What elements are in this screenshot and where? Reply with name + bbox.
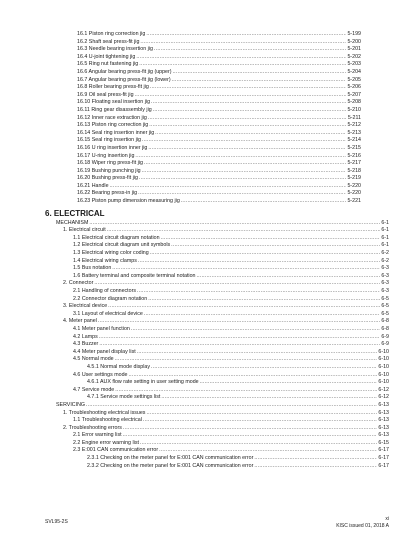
toc-entry-page: 6-13 [378, 432, 389, 439]
toc-entry[interactable] [77, 115, 361, 123]
toc-entry-page: 6-15 [378, 439, 389, 446]
toc-entry-title: 1.3 Electrical wiring color coding [73, 250, 149, 257]
footer-issue: KISC issued 01, 2018 A [336, 522, 389, 529]
toc-entry-title: 3.1 Layout of electrical device [73, 310, 143, 317]
toc-leader-dots [98, 318, 380, 326]
toc-entry-title: 2.3.2 Checking on the meter panel for E:001 CAN communication error [87, 462, 254, 469]
toc-entry-title: 2.3.1 Checking on the meter panel for E:001 CAN communication error [87, 455, 254, 462]
toc-leader-dots [107, 227, 381, 235]
toc-entry[interactable] [56, 220, 389, 228]
toc-entry-title: SERVICING [56, 401, 86, 408]
toc-entry-page: 5-217 [347, 160, 361, 167]
toc-leader-dots [137, 288, 380, 296]
toc-entry[interactable] [73, 356, 389, 364]
toc-leader-dots [142, 168, 347, 176]
toc-leader-dots [254, 455, 377, 463]
toc-entry-page: 6-13 [378, 401, 389, 408]
toc-entry-page: 6-12 [378, 386, 389, 393]
toc-entry[interactable] [77, 69, 361, 77]
toc-entry[interactable] [73, 334, 389, 342]
toc-entry-page: 6-1 [381, 234, 389, 241]
toc-entry-title: 2.3 E:001 CAN communication error [73, 447, 159, 454]
toc-entry-page: 6-5 [381, 295, 389, 302]
toc-leader-dots [99, 341, 380, 349]
toc-entry-title: 16.15 Seal ring insertion jig [77, 137, 141, 144]
toc-leader-dots [112, 265, 380, 273]
toc-entry[interactable] [77, 84, 361, 92]
toc-entry[interactable] [87, 455, 389, 463]
toc-entry-page: 5-219 [347, 175, 361, 182]
toc-entry-title: 4.5.1 Normal mode display [87, 363, 151, 370]
toc-entry[interactable] [56, 402, 389, 410]
toc-entry[interactable] [77, 160, 361, 168]
toc-leader-dots [254, 463, 377, 471]
toc-leader-dots [139, 175, 346, 183]
toc-entry[interactable] [77, 175, 361, 183]
toc-entry-title: 2.2 Engine error warning list [73, 439, 139, 446]
toc-entry-page: 6-12 [378, 394, 389, 401]
toc-leader-dots [140, 440, 377, 448]
toc-entry-page: 5-220 [347, 190, 361, 197]
toc-leader-dots [143, 417, 377, 425]
toc-entry-page: 6-1 [381, 242, 389, 249]
toc-leader-dots [150, 84, 347, 92]
toc-entry[interactable] [73, 258, 389, 266]
toc-entry-title: 16.22 Bearing press-in jig [77, 190, 138, 197]
toc-entry-page: 6-13 [378, 409, 389, 416]
toc-leader-dots [196, 273, 380, 281]
toc-leader-dots [108, 303, 380, 311]
toc-entry-page: 6-3 [381, 272, 389, 279]
toc-entry[interactable] [73, 296, 389, 304]
toc-entry-page: 5-199 [347, 31, 361, 37]
toc-entry-title: 1. Electrical circuit [63, 227, 106, 234]
toc-entry-title: 16.3 Needle bearing insertion jig [77, 46, 153, 53]
toc-entry-page: 5-202 [347, 53, 361, 60]
toc-entry-page: 6-10 [378, 371, 389, 378]
toc-entry-title: 16.14 Seal ring insertion inner jig [77, 129, 155, 136]
toc-leader-dots [149, 122, 346, 130]
toc-entry-page: 5-216 [347, 152, 361, 159]
toc-entry-page: 5-214 [347, 137, 361, 144]
toc-entry-page: 6-9 [381, 341, 389, 348]
toc-entry-page: 6-10 [378, 363, 389, 370]
toc-entry[interactable] [77, 77, 361, 85]
toc-entry[interactable] [73, 235, 389, 243]
toc-leader-dots [148, 145, 346, 153]
toc-leader-dots [154, 46, 346, 54]
toc-entry[interactable] [73, 273, 389, 281]
toc-entry-page: 5-206 [347, 84, 361, 91]
toc-entry[interactable] [87, 394, 389, 402]
toc-leader-dots [142, 137, 347, 145]
footer-right [336, 516, 389, 529]
toc-leader-dots [136, 54, 346, 62]
toc-entry[interactable] [73, 326, 389, 334]
toc-entry[interactable] [77, 39, 361, 47]
toc-entry[interactable] [73, 341, 389, 349]
toc-leader-dots [138, 190, 346, 198]
toc-leader-dots [173, 69, 347, 77]
toc-leader-dots [146, 410, 377, 418]
toc-leader-dots [171, 242, 380, 250]
toc-leader-dots [139, 61, 346, 69]
toc-leader-dots [181, 198, 347, 206]
toc-entry-title: 16.8 Roller bearing press-fit jig [77, 84, 149, 91]
toc-entry[interactable] [73, 242, 389, 250]
toc-leader-dots [94, 280, 380, 288]
toc-entry-title: 16.11 Ring gear disassembly jig [77, 106, 152, 113]
toc-leader-dots [110, 183, 347, 191]
toc-entry-page: 5-211 [347, 114, 361, 121]
toc-leader-dots [89, 220, 380, 228]
toc-entry-page: 5-221 [347, 198, 361, 205]
footer-model: SVL95-2S [45, 519, 68, 525]
toc-entry[interactable] [77, 183, 361, 191]
toc-entry-title: MECHANISM [56, 219, 89, 226]
toc-entry[interactable] [63, 425, 389, 433]
toc-entry-title: 16.18 Wiper ring press-fit jig [77, 160, 143, 167]
toc-entry[interactable] [73, 311, 389, 319]
toc-leader-dots [128, 372, 377, 380]
toc-entry[interactable] [77, 130, 361, 138]
toc-entry-title: 4.6 User settings mode [73, 371, 128, 378]
toc-entry-page: 6-2 [381, 250, 389, 257]
footer-page-number: xi [385, 516, 389, 522]
toc-entry[interactable] [77, 31, 361, 39]
toc-entry-page: 5-207 [347, 91, 361, 98]
toc-entry[interactable] [77, 122, 361, 130]
toc-entry-page: 5-210 [347, 106, 361, 113]
toc-entry-title: 1.2 Electrical circuit diagram unit symbols [73, 242, 171, 249]
toc-entry-page: 6-2 [381, 257, 389, 264]
toc-entry-page: 5-203 [347, 61, 361, 68]
toc-entry-page: 5-212 [347, 122, 361, 129]
toc-entry-title: 1.4 Electrical wiring clamps [73, 257, 137, 264]
toc-leader-dots [135, 153, 346, 161]
toc-entry-title: 1.1 Troubleshooting electrical [73, 417, 142, 424]
toc-leader-dots [86, 402, 377, 410]
toc-entry[interactable] [77, 145, 361, 153]
toc-entry[interactable] [87, 379, 389, 387]
toc-entry-title: 16.23 Piston pump dimension measuring jig [77, 198, 180, 205]
toc-entry[interactable] [77, 54, 361, 62]
toc-entry[interactable] [87, 463, 389, 471]
toc-entry-page: 6-8 [381, 318, 389, 325]
toc-entry-page: 6-17 [378, 462, 389, 469]
toc-entry-title: 16.12 Inner race extraction jig [77, 114, 147, 121]
toc-entry[interactable] [73, 440, 389, 448]
toc-entry-page: 5-215 [347, 144, 361, 151]
toc-entry-page: 6-1 [381, 227, 389, 234]
toc-entry[interactable] [63, 280, 389, 288]
toc-entry-title: 16.10 Floating seal insertion jig [77, 99, 151, 106]
toc-entry-page: 6-10 [378, 348, 389, 355]
electrical-entries-list [0, 220, 416, 471]
toc-entry-title: 16.21 Handle [77, 182, 109, 189]
toc-leader-dots [135, 92, 347, 100]
toc-entry-page: 5-220 [347, 182, 361, 189]
toc-leader-dots [150, 250, 381, 258]
toc-entry[interactable] [77, 168, 361, 176]
toc-entry-page: 5-205 [347, 76, 361, 83]
toc-entry-title: 16.20 Bushing press-fit jig [77, 175, 138, 182]
toc-entry[interactable] [73, 349, 389, 357]
toc-entry-title: 4.7 Service mode [73, 386, 115, 393]
table-of-contents [0, 31, 416, 470]
toc-entry-title: 16.1 Piston ring correction jig [77, 31, 146, 37]
toc-leader-dots [148, 296, 380, 304]
toc-entry-title: 1. Troubleshooting electrical issues [63, 409, 146, 416]
toc-entry[interactable] [87, 364, 389, 372]
toc-leader-dots [151, 364, 377, 372]
toc-entry-title: 16.6 Angular bearing press-fit jig (upper) [77, 68, 172, 75]
toc-entry-page: 6-13 [378, 417, 389, 424]
jig-entries-list [0, 31, 416, 206]
toc-entry-title: 16.7 Angular bearing press-fit jig (lower) [77, 76, 171, 83]
toc-entry-title: 16.9 Oil seal press-fit jig [77, 91, 134, 98]
toc-entry-title: 2.1 Handling of connectors [73, 288, 137, 294]
toc-entry-page: 5-218 [347, 167, 361, 174]
toc-leader-dots [115, 387, 377, 395]
toc-entry-title: 16.13 Piston ring correction jig [77, 122, 149, 129]
toc-leader-dots [140, 39, 346, 47]
toc-entry-title: 4.6.1 AUX flow rate setting in user setting mode [87, 379, 199, 386]
toc-entry-page: 6-3 [381, 265, 389, 272]
toc-leader-dots [115, 356, 378, 364]
toc-leader-dots [137, 349, 378, 357]
toc-entry[interactable] [73, 265, 389, 273]
toc-entry[interactable] [73, 288, 389, 296]
toc-entry-page: 6-5 [381, 310, 389, 317]
toc-entry[interactable] [77, 190, 361, 198]
toc-entry[interactable] [77, 46, 361, 54]
toc-entry-title: 2. Connector [63, 280, 94, 287]
toc-entry-page: 6-5 [381, 303, 389, 310]
toc-entry[interactable] [63, 410, 389, 418]
toc-entry-page: 6-9 [381, 333, 389, 340]
toc-entry-title: 2.1 Error warning list [73, 432, 122, 439]
toc-entry-title: 16.5 Ring nut fastening jig [77, 61, 139, 68]
toc-entry-title: 16.16 U ring insertion inner jig [77, 144, 148, 151]
toc-entry-page: 6-13 [378, 424, 389, 431]
toc-entry-page: 5-204 [347, 68, 361, 75]
toc-leader-dots [99, 334, 381, 342]
toc-leader-dots [123, 432, 378, 440]
toc-entry[interactable] [73, 432, 389, 440]
toc-entry[interactable] [73, 387, 389, 395]
toc-leader-dots [153, 107, 347, 115]
toc-leader-dots [159, 447, 377, 455]
toc-entry[interactable] [73, 417, 389, 425]
toc-entry-title: 1.6 Battery terminal and composite terminal notation [73, 272, 196, 279]
toc-entry-title: 4.5 Normal mode [73, 356, 114, 363]
toc-leader-dots [148, 115, 347, 123]
toc-entry-title: 1.1 Electrical circuit diagram notation [73, 234, 160, 241]
toc-leader-dots [155, 130, 346, 138]
toc-leader-dots [200, 379, 378, 387]
toc-entry[interactable] [77, 198, 361, 206]
toc-leader-dots [123, 425, 378, 433]
toc-entry-title: 16.2 Shaft seal press-fit jig [77, 38, 140, 45]
toc-entry-title: 4.7.1 Service mode settings list [87, 394, 161, 401]
toc-entry[interactable] [63, 303, 389, 311]
toc-entry-page: 5-200 [347, 38, 361, 45]
toc-entry-title: 16.17 U-ring insertion jig [77, 152, 135, 159]
toc-entry[interactable] [63, 318, 389, 326]
toc-entry-title: 1.5 Bus notation [73, 265, 112, 272]
chapter-heading: 6. ELECTRICAL [45, 208, 105, 218]
toc-entry-page: 6-1 [381, 219, 389, 226]
toc-entry[interactable] [77, 99, 361, 107]
toc-entry-title: 2.2 Connector diagram notation [73, 295, 148, 302]
toc-entry[interactable] [77, 61, 361, 69]
toc-entry-title: 16.4 U-joint tightening jig [77, 53, 136, 60]
toc-entry-page: 6-17 [378, 447, 389, 454]
toc-entry-page: 6-10 [378, 356, 389, 363]
toc-entry-title: 4.2 Lamps [73, 333, 98, 340]
toc-entry-page: 5-213 [347, 129, 361, 136]
toc-leader-dots [172, 77, 347, 85]
toc-entry-title: 4.1 Meter panel function [73, 325, 130, 332]
toc-entry-page: 5-201 [347, 46, 361, 53]
toc-leader-dots [138, 258, 380, 266]
toc-leader-dots [161, 394, 377, 402]
toc-entry[interactable] [77, 153, 361, 161]
toc-leader-dots [144, 311, 381, 319]
toc-entry-page: 6-3 [381, 288, 389, 294]
toc-entry-page: 5-208 [347, 99, 361, 106]
toc-leader-dots [131, 326, 381, 334]
toc-leader-dots [146, 31, 346, 39]
toc-entry-title: 4.4 Meter panel display list [73, 348, 136, 355]
toc-entry-title: 2. Troubleshooting errors [63, 424, 122, 431]
toc-entry-page: 6-8 [381, 325, 389, 332]
toc-entry-title: 4.3 Buzzer [73, 341, 99, 348]
toc-entry[interactable] [77, 107, 361, 115]
toc-entry[interactable] [73, 250, 389, 258]
toc-leader-dots [161, 235, 381, 243]
toc-entry-title: 3. Electrical device [63, 303, 108, 310]
toc-entry[interactable] [63, 227, 389, 235]
toc-entry[interactable] [77, 92, 361, 100]
toc-entry-page: 6-17 [378, 455, 389, 462]
toc-entry-title: 16.19 Bushing punching jig [77, 167, 141, 174]
toc-entry-title: 4. Meter panel [63, 318, 97, 325]
toc-leader-dots [151, 99, 346, 107]
toc-entry-page: 6-10 [378, 379, 389, 386]
toc-entry[interactable] [73, 372, 389, 380]
toc-entry[interactable] [77, 137, 361, 145]
toc-leader-dots [144, 160, 346, 168]
toc-entry[interactable] [73, 447, 389, 455]
toc-entry-page: 6-3 [381, 280, 389, 287]
